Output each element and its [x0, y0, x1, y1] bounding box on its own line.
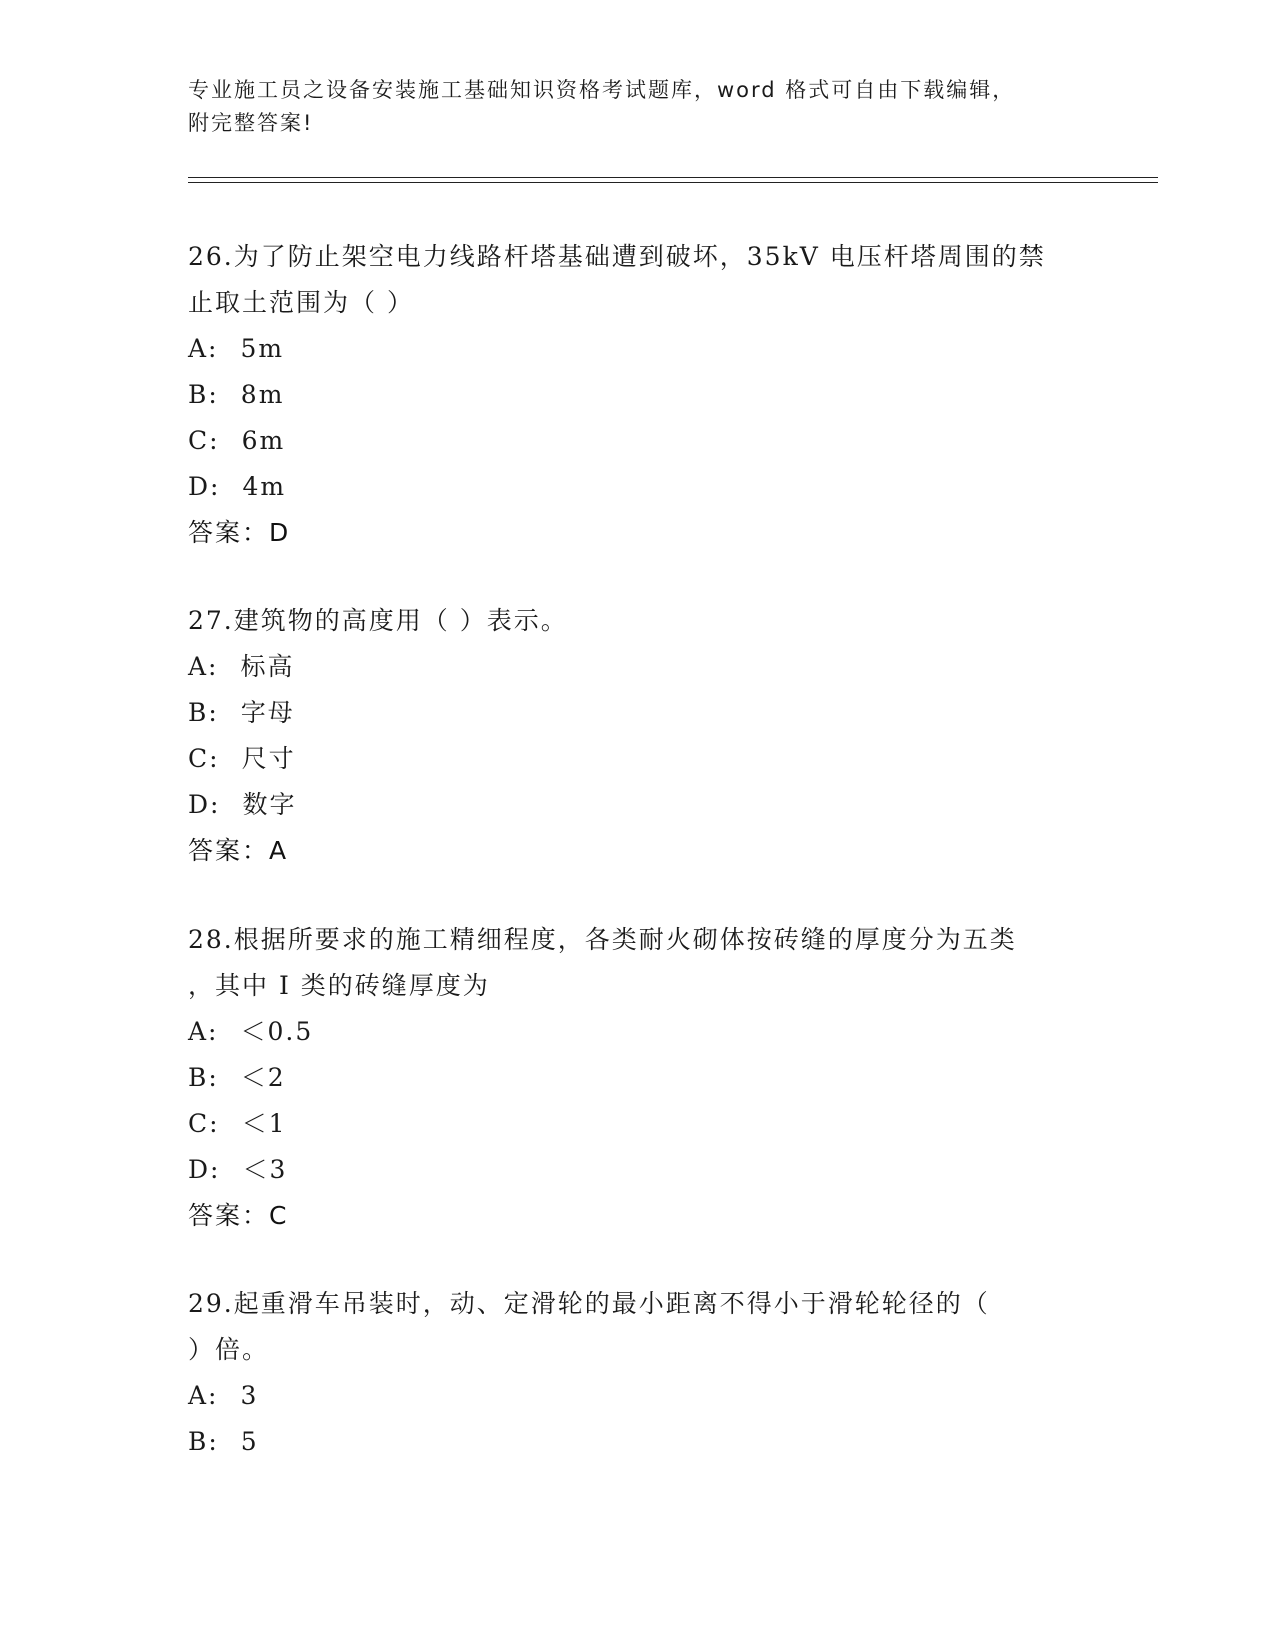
option-text: 5m [240, 334, 285, 363]
option-text: 尺寸 [241, 744, 296, 773]
question-28 [188, 917, 1088, 1239]
option-d [188, 1147, 1088, 1193]
option-b [188, 690, 1088, 736]
question-stem-continued: ，其中 I 类的砖缝厚度为 [188, 971, 490, 1000]
option-text: 字母 [240, 698, 295, 727]
option-text: ＜0.5 [240, 1017, 314, 1046]
option-a [188, 1009, 1088, 1055]
question-26 [188, 234, 1088, 556]
option-c [188, 736, 1088, 782]
option-letter: B: [188, 1427, 219, 1456]
question-stem-continued: ）倍。 [188, 1335, 270, 1364]
option-text: 8m [240, 380, 285, 409]
option-c [188, 418, 1088, 464]
option-c [188, 1101, 1088, 1147]
option-text: ＜3 [242, 1155, 288, 1184]
option-b [188, 372, 1088, 418]
option-text: 5 [240, 1427, 259, 1456]
option-text: 3 [240, 1381, 259, 1410]
answer-line: 答案：C [188, 1201, 289, 1230]
option-text: 数字 [242, 790, 297, 819]
option-text: 6m [241, 426, 286, 455]
option-d [188, 464, 1088, 510]
option-a [188, 644, 1088, 690]
option-text: 4m [242, 472, 287, 501]
header-divider-bottom [188, 182, 1158, 183]
option-d [188, 782, 1088, 828]
option-letter: C: [188, 1109, 220, 1138]
option-b [188, 1419, 1088, 1465]
option-letter: B: [188, 380, 219, 409]
question-stem: 29.起重滑车吊装时，动、定滑轮的最小距离不得小于滑轮轮径的（ [188, 1289, 990, 1318]
option-letter: B: [188, 698, 219, 727]
option-a [188, 326, 1088, 372]
document-header [188, 74, 1088, 140]
option-a [188, 1373, 1088, 1419]
option-letter: A: [188, 334, 219, 363]
option-letter: A: [188, 1017, 219, 1046]
answer-line: 答案：A [188, 836, 289, 865]
option-letter: D: [188, 790, 221, 819]
question-stem-continued: 止取土范围为（ ） [188, 288, 414, 317]
question-stem: 26.为了防止架空电力线路杆塔基础遭到破坏，35kV 电压杆塔周围的禁 [188, 242, 1046, 271]
question-29 [188, 1281, 1088, 1465]
header-divider-top [188, 177, 1158, 178]
option-text: ＜2 [240, 1063, 286, 1092]
question-27 [188, 598, 1088, 874]
option-letter: C: [188, 426, 220, 455]
option-letter: C: [188, 744, 220, 773]
option-letter: D: [188, 472, 221, 501]
option-text: ＜1 [241, 1109, 287, 1138]
option-letter: B: [188, 1063, 219, 1092]
answer-line: 答案：D [188, 518, 291, 547]
header-line-2: 附完整答案! [188, 111, 314, 135]
option-b [188, 1055, 1088, 1101]
question-stem: 27.建筑物的高度用（ ）表示。 [188, 606, 568, 635]
option-letter: A: [188, 1381, 219, 1410]
option-letter: D: [188, 1155, 221, 1184]
option-letter: A: [188, 652, 219, 681]
header-line-1: 专业施工员之设备安装施工基础知识资格考试题库，word 格式可自由下载编辑， [188, 78, 1016, 102]
option-text: 标高 [240, 652, 295, 681]
question-stem: 28.根据所要求的施工精细程度，各类耐火砌体按砖缝的厚度分为五类 [188, 925, 1017, 954]
